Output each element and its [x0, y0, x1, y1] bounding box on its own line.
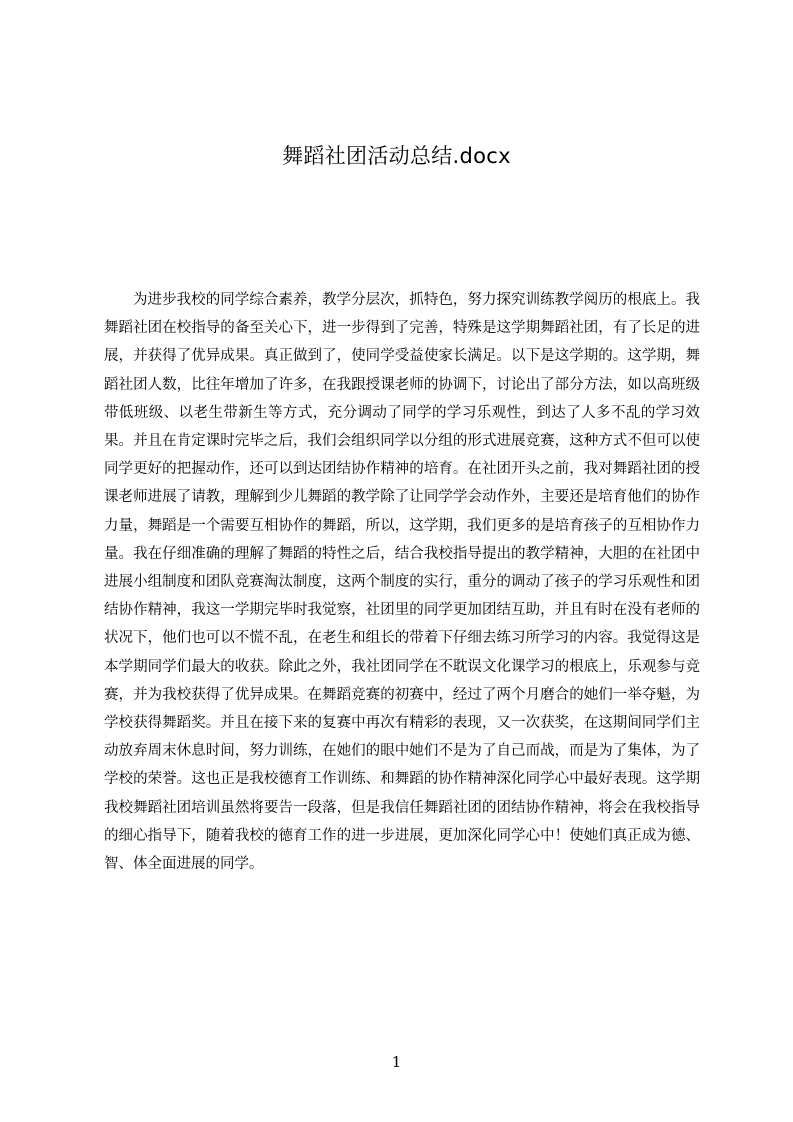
body-paragraph: 为进步我校的同学综合素养，教学分层次，抓特色，努力探究训练教学阅历的根底上。我舞蹈社团在校指导的备至关心下，进一步得到了完善，特殊是这学期舞蹈社团，有了长足的进展，并获得了优异成果。真正做到了，使同学受益使家长满足。以下是这学期的。这学期，舞蹈社团人数，比往年增加了许多，在我跟授课老师的协调下，讨论出了部分方法，如以高班级带低班级、以老生带新生等方式，充分调动了同学的学习乐观性，到达了人多不乱的学习效果。并且在肯定课时完毕之后，我们会组织同学以分组的形式进展竞赛，这种方式不但可以使同学更好的把握动作，还可以到达团结协作精神的培育。在社团开头之前，我对舞蹈社团的授课老师进展了请教，理解到少儿舞蹈的教学除了让同学学会动作外，主要还是培育他们的协作力量，舞蹈是一个需要互相协作的舞蹈，所以，这学期，我们更多的是培育孩子的互相协作力量。我在仔细准确的理解了舞蹈的特性之后，结合我校指导提出的教学精神，大胆的在社团中进展小组制度和团队竞赛淘汰制度，这两个制度的实行，重分的调动了孩子的学习乐观性和团结协作精神，我这一学期完毕时我觉察，社团里的同学更加团结互助，并且有时在没有老师的状况下，他们也可以不慌不乱，在老生和组长的带着下仔细去练习所学习的内容。我觉得这是本学期同学们最大的收获。除此之外，我社团同学在不耽误文化课学习的根底上，乐观参与竞赛，并为我校获得了优异成果。在舞蹈竞赛的初赛中，经过了两个月磨合的她们一举夺魁，为学校获得舞蹈奖。并且在接下来的复赛中再次有精彩的表现，又一次获奖，在这期间同学们主动放弃周末休息时间，努力训练，在她们的眼中她们不是为了自己而战，而是为了集体，为了学校的荣誉。这也正是我校德育工作训练、和舞蹈的协作精神深化同学心中最好表现。这学期我校舞蹈社团培训虽然将要告一段落，但是我信任舞蹈社团的团结协作精神，将会在我校指导的细心指导下，随着我校的德育工作的进一步进展，更加深化同学心中！使她们真正成为德、智、体全面进展的同学。	[104, 292, 700, 873]
page-number: 1	[391, 1053, 402, 1071]
document-title: 舞蹈社团活动总结.docx	[282, 144, 511, 168]
